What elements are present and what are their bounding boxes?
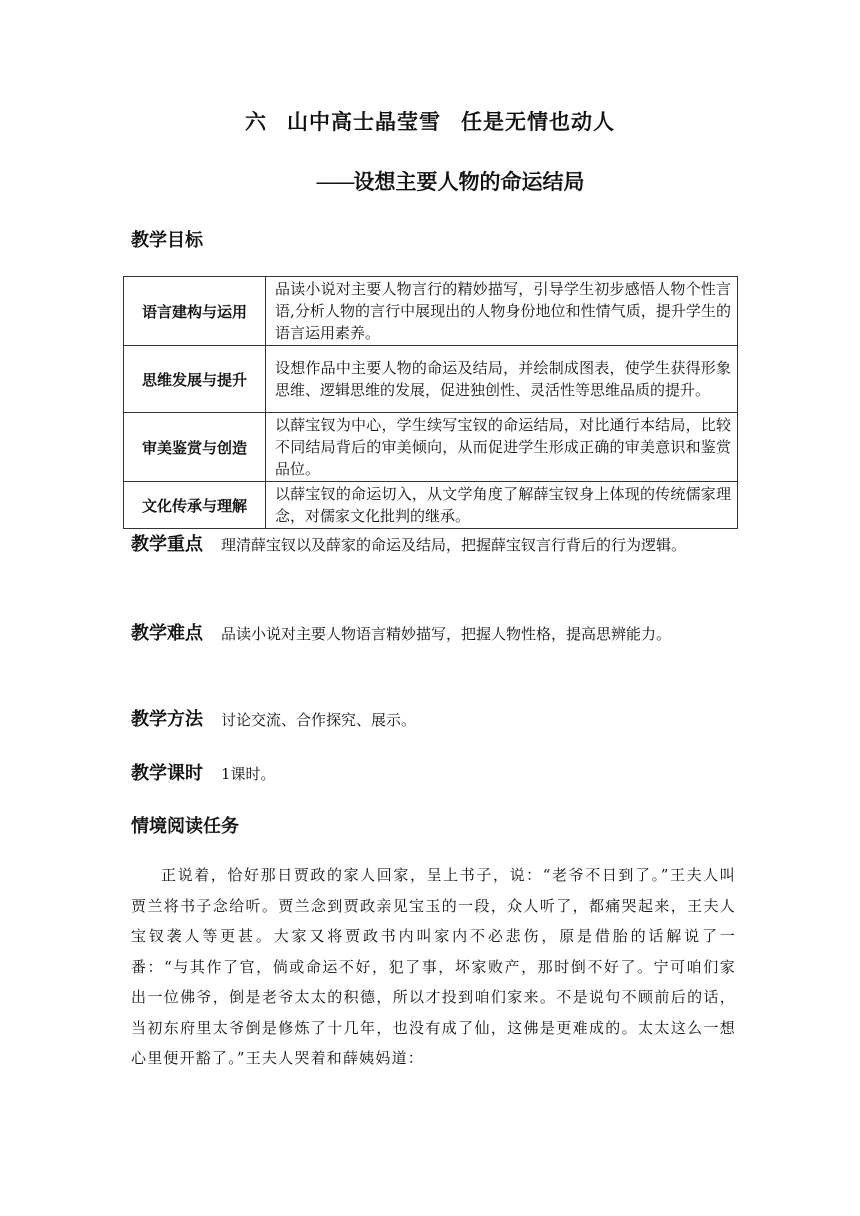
table-row [124,482,738,529]
method-label: 教学方法 [131,709,203,730]
goals-table [123,276,738,529]
goals-heading: 教学目标 [131,230,203,251]
title-number: 六 [245,110,267,134]
goal-category: 文化传承与理解 [124,482,266,529]
method-paragraph [131,700,731,740]
key-point-label: 教学重点 [131,534,203,555]
difficulty-paragraph [131,614,731,654]
hours-paragraph [131,754,731,794]
task-heading: 情境阅读任务 [131,816,239,837]
title-line-1: 山中高士晶莹雪 [287,110,441,134]
story-paragraph: 正说着，恰好那日贾政的家人回家，呈上书子，说：“老爷不日到了。”王夫人叫贾兰将书子念给听。贾兰念到贾政亲见宝玉的一段，众人听了，都痛哭起来，王夫人宝钗袭人等更甚。大家又将贾政书内叫家内不必悲伤，原是借胎的话解说了一番：“与其作了官，倘或命运不好，犯了事，坏家败产，那时倒不好了。宁可咱们家出一位佛爷，倒是老爷太太的积德，所以才投到咱们家来。不是说句不顾前后的话，当初东府里太爷倒是修炼了十几年，也没有成了仙，这佛是更难成的。太太这么一想心里便开豁了。”王夫人哭着和薛姨妈道： [131,866,736,1067]
page-subtitle [0,166,860,196]
goal-description: 设想作品中主要人物的命运及结局，并绘制成图表，使学生获得形象思维、逻辑思维的发展，促进独创性、灵活性等思维品质的提升。 [266,346,738,413]
goal-description: 品读小说对主要人物言行的精妙描写，引导学生初步感悟人物个性言语,分析人物的言行中展现出的人物身份地位和性情气质，提升学生的语言运用素养。 [266,277,738,346]
key-point-text: 理清薛宝钗以及薛家的命运及结局，把握薛宝钗言行背后的行为逻辑。 [221,536,687,554]
hours-text: 1课时。 [221,765,276,783]
difficulty-label: 教学难点 [131,623,203,644]
goal-category: 语言建构与运用 [124,277,266,346]
page-title [0,106,860,136]
hours-label: 教学课时 [131,763,203,784]
subtitle-dash: —— [315,170,354,194]
goal-category: 审美鉴赏与创造 [124,413,266,482]
goal-description: 以薛宝钗的命运切入，从文学角度了解薛宝钗身上体现的传统儒家理念，对儒家文化批判的继承。 [266,482,738,529]
title-line-2: 任是无情也动人 [461,110,615,134]
table-row [124,277,738,346]
method-text: 讨论交流、合作探究、展示。 [221,711,417,729]
goal-category: 思维发展与提升 [124,346,266,413]
table-row [124,413,738,482]
table-row [124,346,738,413]
goal-description: 以薛宝钗为中心，学生续写宝钗的命运结局，对比通行本结局，比较不同结局背后的审美倾向，从而促进学生形成正确的审美意识和鉴赏品位。 [266,413,738,482]
subtitle-text: 设想主要人物的命运结局 [353,170,585,194]
difficulty-text: 品读小说对主要人物语言精妙描写，把握人物性格，提高思辨能力。 [221,625,672,643]
key-point-paragraph [131,525,731,565]
